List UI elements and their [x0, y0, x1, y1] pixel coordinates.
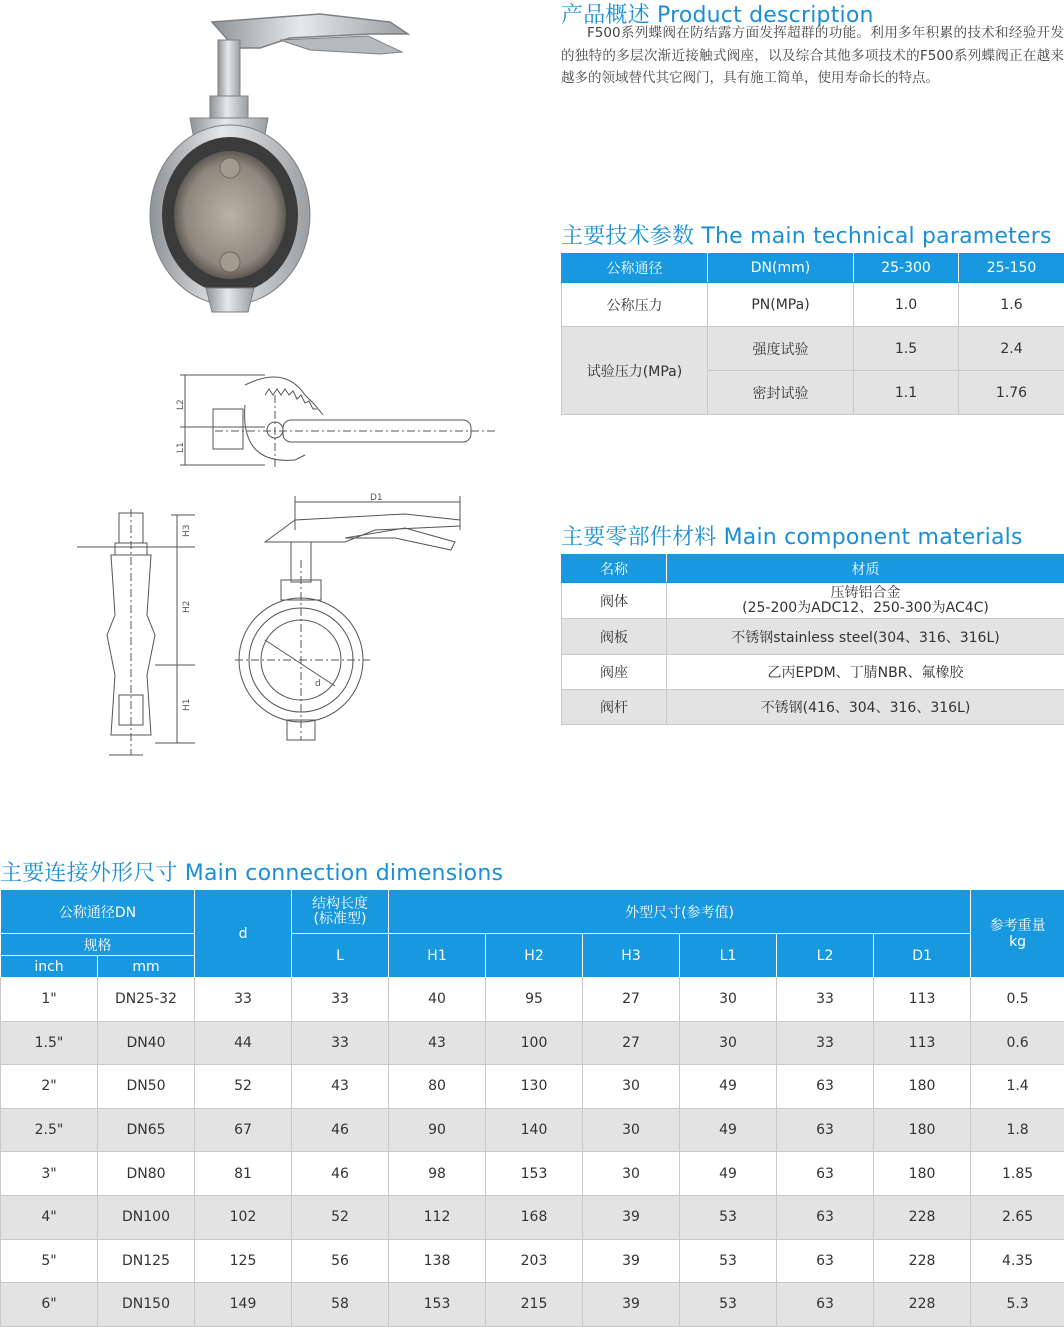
dims-cell: 39 — [583, 1283, 680, 1327]
dims-cell: 53 — [680, 1239, 777, 1283]
dims-cell: 63 — [777, 1108, 874, 1152]
dims-cell: 1" — [1, 978, 98, 1022]
dims-cell: 43 — [292, 1065, 389, 1109]
dims-cell: 100 — [486, 1021, 583, 1065]
tech-header-cell: 25-150 — [959, 254, 1064, 283]
dims-header-weight-line: 参考重量 — [989, 917, 1046, 934]
dims-header-col: H1 — [389, 934, 486, 978]
tech-params-table — [561, 253, 1064, 415]
dims-cell: 102 — [195, 1195, 292, 1239]
dims-cell: 63 — [777, 1195, 874, 1239]
dims-cell: DN50 — [98, 1065, 195, 1109]
dims-cell: 40 — [389, 978, 486, 1022]
valve-front-view-drawing — [225, 490, 470, 750]
dims-cell: 30 — [583, 1108, 680, 1152]
dims-cell: 1.85 — [971, 1152, 1064, 1196]
tech-cell: 1.6 — [959, 283, 1064, 327]
dims-cell: DN80 — [98, 1152, 195, 1196]
label-l2: L2 — [176, 399, 186, 410]
label-h2: H2 — [182, 600, 192, 613]
dims-cell: 3" — [1, 1152, 98, 1196]
tech-title: 主要技术参数 The main technical parameters — [561, 224, 1052, 249]
valve-product-photo — [140, 0, 460, 320]
dims-cell: 30 — [680, 978, 777, 1022]
dims-cell: 5" — [1, 1239, 98, 1283]
tech-header-cell: 公称通径 — [562, 254, 708, 283]
dims-cell: 46 — [292, 1108, 389, 1152]
dims-cell: 49 — [680, 1065, 777, 1109]
dims-cell: 6" — [1, 1283, 98, 1327]
dims-cell: 81 — [195, 1152, 292, 1196]
valve-side-view-drawing — [75, 505, 205, 765]
dims-header-col: H3 — [583, 934, 680, 978]
dimensions-table — [0, 889, 1064, 1327]
dims-header-weight-line: kg — [1009, 933, 1027, 950]
dims-cell: 80 — [389, 1065, 486, 1109]
dims-cell: DN40 — [98, 1021, 195, 1065]
dims-cell: 113 — [874, 978, 971, 1022]
table-row — [1, 1152, 1064, 1196]
dims-cell: 33 — [777, 978, 874, 1022]
dims-cell: DN100 — [98, 1195, 195, 1239]
table-row — [1, 1065, 1064, 1109]
tech-cell: 试验压力(MPa) — [562, 327, 708, 415]
dims-cell: 44 — [195, 1021, 292, 1065]
dims-header-col: L1 — [680, 934, 777, 978]
dims-cell: 58 — [292, 1283, 389, 1327]
dims-header-mm: mm — [98, 956, 195, 978]
dims-header-length-line: (标准型) — [313, 910, 367, 927]
dims-cell: 67 — [195, 1108, 292, 1152]
dims-cell: DN25-32 — [98, 978, 195, 1022]
dims-cell: 203 — [486, 1239, 583, 1283]
dims-header-weight — [971, 890, 1064, 978]
dims-cell: 228 — [874, 1195, 971, 1239]
tech-cell: 1.0 — [854, 283, 959, 327]
dims-cell: 4" — [1, 1195, 98, 1239]
materials-cell-line: (25-200为ADC12、250-300为AC4C) — [742, 599, 989, 616]
dims-cell: 153 — [486, 1152, 583, 1196]
table-row — [1, 1195, 1064, 1239]
dims-cell: 95 — [486, 978, 583, 1022]
dims-cell: 33 — [292, 1021, 389, 1065]
dims-cell: 63 — [777, 1239, 874, 1283]
tech-cell: 密封试验 — [708, 371, 854, 415]
dims-header-col: D1 — [874, 934, 971, 978]
materials-cell-line: 压铸铝合金 — [830, 584, 901, 601]
dims-cell: 27 — [583, 1021, 680, 1065]
dims-cell: 2" — [1, 1065, 98, 1109]
dims-cell: 0.5 — [971, 978, 1064, 1022]
label-h1: H1 — [182, 698, 192, 711]
dims-cell: DN150 — [98, 1283, 195, 1327]
dims-cell: 2.5" — [1, 1108, 98, 1152]
materials-table — [561, 554, 1064, 725]
tech-cell: 2.4 — [959, 327, 1064, 371]
materials-cell: 阀体 — [562, 583, 667, 619]
dims-cell: 56 — [292, 1239, 389, 1283]
dims-cell: 112 — [389, 1195, 486, 1239]
dims-header-col: L — [292, 934, 389, 978]
table-row — [1, 1108, 1064, 1152]
dims-cell: 98 — [389, 1152, 486, 1196]
dims-cell: 1.5" — [1, 1021, 98, 1065]
materials-header-cell: 材质 — [667, 555, 1064, 583]
materials-title: 主要零部件材料 Main component materials — [561, 525, 1023, 550]
tech-cell: 1.5 — [854, 327, 959, 371]
tech-header-cell: DN(mm) — [708, 254, 854, 283]
dims-cell: 168 — [486, 1195, 583, 1239]
dims-cell: 30 — [680, 1021, 777, 1065]
table-row — [1, 978, 1064, 1022]
dims-cell: 30 — [583, 1065, 680, 1109]
materials-cell: 阀板 — [562, 619, 667, 655]
dims-header-col: H2 — [486, 934, 583, 978]
dims-cell: 39 — [583, 1239, 680, 1283]
materials-cell: 不锈钢(416、304、316、316L) — [667, 690, 1064, 725]
dims-cell: 46 — [292, 1152, 389, 1196]
valve-top-view-drawing — [165, 365, 500, 480]
tech-cell: PN(MPa) — [708, 283, 854, 327]
dims-cell: 33 — [777, 1021, 874, 1065]
dims-cell: 1.4 — [971, 1065, 1064, 1109]
dims-header-length — [292, 890, 389, 934]
dims-cell: 63 — [777, 1152, 874, 1196]
dims-cell: 63 — [777, 1065, 874, 1109]
dims-cell: 1.8 — [971, 1108, 1064, 1152]
description-title: 产品概述 Product description — [561, 3, 874, 28]
dims-header-outer: 外型尺寸(参考值) — [389, 890, 971, 934]
dimensions-body — [1, 978, 1064, 1327]
table-row — [1, 1239, 1064, 1283]
dims-cell: 180 — [874, 1065, 971, 1109]
dims-cell: 33 — [292, 978, 389, 1022]
dims-cell: 39 — [583, 1195, 680, 1239]
dims-cell: 0.6 — [971, 1021, 1064, 1065]
label-d: d — [315, 679, 321, 689]
label-l1: L1 — [176, 442, 186, 453]
dims-cell: 43 — [389, 1021, 486, 1065]
dims-cell: 228 — [874, 1283, 971, 1327]
dims-cell: 180 — [874, 1152, 971, 1196]
dims-cell: 52 — [292, 1195, 389, 1239]
dims-cell: 130 — [486, 1065, 583, 1109]
dims-cell: 153 — [389, 1283, 486, 1327]
dims-header-d: d — [195, 890, 292, 978]
tech-cell: 1.1 — [854, 371, 959, 415]
dims-cell: 52 — [195, 1065, 292, 1109]
dims-cell: 180 — [874, 1108, 971, 1152]
dims-cell: 53 — [680, 1283, 777, 1327]
dims-cell: 63 — [777, 1283, 874, 1327]
dims-cell: 2.65 — [971, 1195, 1064, 1239]
dims-cell: 215 — [486, 1283, 583, 1327]
dims-cell: 5.3 — [971, 1283, 1064, 1327]
table-row — [1, 1283, 1064, 1327]
dims-cell: 138 — [389, 1239, 486, 1283]
materials-cell: 阀杆 — [562, 690, 667, 725]
tech-header-cell: 25-300 — [854, 254, 959, 283]
tech-cell: 公称压力 — [562, 283, 708, 327]
dimensions-title: 主要连接外形尺寸 Main connection dimensions — [0, 861, 504, 886]
dims-header-length-line: 结构长度 — [312, 895, 369, 912]
dims-cell: 140 — [486, 1108, 583, 1152]
dims-cell: 125 — [195, 1239, 292, 1283]
materials-cell: 乙丙EPDM、丁腈NBR、氟橡胶 — [667, 655, 1064, 690]
materials-header-cell: 名称 — [562, 555, 667, 583]
materials-cell: 不锈钢stainless steel(304、316、316L) — [667, 619, 1064, 655]
dims-cell: 228 — [874, 1239, 971, 1283]
dims-cell: 90 — [389, 1108, 486, 1152]
label-d1: D1 — [370, 493, 383, 503]
dims-cell: 49 — [680, 1152, 777, 1196]
label-h3: H3 — [182, 524, 192, 537]
dims-cell: 33 — [195, 978, 292, 1022]
dims-cell: DN125 — [98, 1239, 195, 1283]
dims-header-spec: 规格 — [1, 934, 195, 956]
table-row — [1, 1021, 1064, 1065]
dims-header-col: L2 — [777, 934, 874, 978]
dims-cell: 113 — [874, 1021, 971, 1065]
dims-header-inch: inch — [1, 956, 98, 978]
dims-cell: 30 — [583, 1152, 680, 1196]
dims-cell: 53 — [680, 1195, 777, 1239]
dims-cell: 27 — [583, 978, 680, 1022]
tech-cell: 1.76 — [959, 371, 1064, 415]
dims-cell: 4.35 — [971, 1239, 1064, 1283]
description-text: F500系列蝶阀在防结露方面发挥超群的功能。利用多年积累的技术和经验开发的独特的多层次渐近接触式阀座，以及综合其他多项技术的F500系列蝶阀正在越来越多的领域替代其它阀门，具有施工简单，使用寿命长的特点。 — [561, 25, 1064, 86]
tech-cell: 强度试验 — [708, 327, 854, 371]
materials-cell — [667, 583, 1064, 619]
dims-header-dn: 公称通径DN — [1, 890, 195, 934]
materials-cell: 阀座 — [562, 655, 667, 690]
dims-cell: DN65 — [98, 1108, 195, 1152]
dims-cell: 49 — [680, 1108, 777, 1152]
dims-cell: 149 — [195, 1283, 292, 1327]
